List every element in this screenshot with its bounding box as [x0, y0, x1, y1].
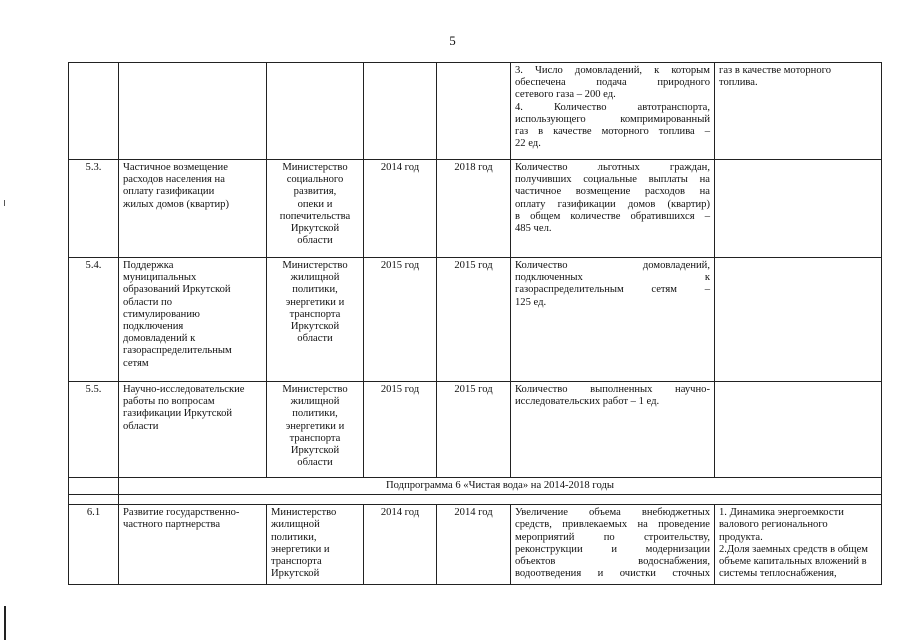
executor [267, 258, 364, 382]
activity-name-line: расходов населения на [123, 174, 225, 186]
start-year: 2015 год [364, 258, 437, 382]
activity-name-line: образований Иркутской [123, 284, 231, 296]
executor-line: транспорта [289, 432, 341, 444]
table-row [69, 258, 882, 382]
target-indicator-line: 2.Доля заемных средств в общем [719, 543, 868, 555]
spacer-cell [69, 495, 119, 505]
executor-line: Иркутской [271, 568, 320, 580]
target-indicator-line: газ в качестве моторного [719, 65, 831, 76]
page-number: 5 [449, 33, 456, 48]
executor-line: развития, [293, 186, 337, 198]
expected-result-line: 485 чел. [515, 223, 552, 235]
expected-result-line: реконструкции и модернизации [515, 543, 710, 555]
executor-line: Министерство [271, 507, 337, 519]
activity-name-line: частного партнерства [123, 519, 221, 531]
expected-result-line: газ в качестве моторного топлива – [515, 126, 710, 138]
activity-name [119, 505, 267, 585]
activity-name-line: Частичное возмещение [123, 162, 228, 173]
end-year: 2018 год [437, 160, 511, 258]
table-row [69, 160, 882, 258]
expected-result-line: Количество выполненных научно- [515, 384, 710, 395]
activity-name-line: Поддержка [123, 260, 174, 271]
executor-line: Иркутской [290, 321, 340, 333]
activity-name-line: стимулированию [123, 308, 200, 320]
expected-result-line: частичное возмещение расходов на [515, 186, 710, 198]
target-indicator [715, 258, 882, 382]
end-year: 2015 год [437, 382, 511, 478]
executor-line: Иркутской [290, 223, 340, 235]
activity-name-line: подключения [123, 321, 184, 333]
executor-line: транспорта [271, 556, 322, 568]
executor-line: опеки и [297, 198, 333, 210]
target-indicator-line: продукта. [719, 531, 763, 543]
expected-result-line: объектов водоснабжения, [515, 556, 710, 568]
activity-name-line: Развитие государственно- [123, 507, 240, 519]
executor-line: политики, [292, 284, 338, 296]
executor-line: социального [286, 174, 344, 186]
executor-line: жилищной [271, 519, 320, 531]
executor [267, 382, 364, 478]
end-year: 2014 год [437, 505, 511, 585]
executor-line: жилищной [290, 396, 340, 408]
row-number [69, 63, 119, 160]
expected-result [511, 160, 715, 258]
executor-line: транспорта [289, 308, 341, 320]
expected-result-line: средств, привлекаемых на проведение [515, 519, 710, 531]
target-indicator-line: системы теплоснабжения, [719, 568, 837, 580]
expected-result-line: Увеличение объема внебюджетных [515, 507, 710, 519]
expected-result [511, 382, 715, 478]
expected-result [511, 505, 715, 585]
target-indicator [715, 382, 882, 478]
expected-result-line: мероприятий по строительству, [515, 531, 710, 543]
scan-artifact [4, 200, 5, 206]
target-indicator [715, 160, 882, 258]
activity-name-line: области по [123, 296, 173, 308]
table-row [69, 382, 882, 478]
executor [267, 505, 364, 585]
expected-result-line: газораспределительным сетям – [515, 284, 710, 296]
expected-result-line: сетевого газа – 200 ед. [515, 89, 616, 101]
table-row [69, 63, 882, 160]
start-year: 2015 год [364, 382, 437, 478]
executor-line: области [297, 457, 333, 469]
activity-name-line: сетям [123, 357, 149, 369]
executor-line: Министерство [282, 260, 348, 271]
expected-result-line: в общем количестве обратившихся – [515, 210, 710, 222]
row-number: 5.3. [69, 160, 119, 258]
scan-artifact [4, 606, 6, 640]
expected-result-line: Количество домовладений, [515, 260, 710, 271]
expected-result-line: водоотведения и очистки сточных [515, 568, 710, 580]
executor-line: области [297, 333, 333, 345]
activity-name-line: жилых домов (квартир) [123, 198, 229, 210]
expected-result-line: подключенных к [515, 272, 710, 284]
start-year [364, 63, 437, 160]
end-year: 2015 год [437, 258, 511, 382]
executor-line: энергетики и [271, 543, 330, 555]
activity-name-line: Научно-исследовательские [123, 384, 245, 395]
executor-line: попечительства [279, 210, 351, 222]
table-row [69, 505, 882, 585]
executor-line: политики, [292, 408, 338, 420]
expected-result-line: исследовательских работ – 1 ед. [515, 396, 660, 408]
subprogram-title: Подпрограмма 6 «Чистая вода» на 2014-2018 годы [119, 478, 882, 495]
expected-result [511, 63, 715, 160]
row-number: 5.4. [69, 258, 119, 382]
activity-name-line: газификации Иркутской [123, 408, 233, 420]
start-year: 2014 год [364, 505, 437, 585]
end-year [437, 63, 511, 160]
activity-name [119, 258, 267, 382]
executor-line: Иркутской [290, 445, 340, 457]
expected-result-line: Количество льготных граждан, [515, 162, 710, 173]
activity-name-line: работы по вопросам [123, 396, 215, 408]
expected-result-line: использующего компримированный [515, 113, 710, 125]
activity-name [119, 160, 267, 258]
expected-result-line: 4. Количество автотранспорта, [515, 101, 710, 113]
activity-name [119, 63, 267, 160]
executor-line: Министерство [282, 384, 348, 395]
program-table [68, 62, 882, 585]
spacer-cell [119, 495, 882, 505]
executor [267, 63, 364, 160]
target-indicator-line: 1. Динамика энергоемкости [719, 507, 844, 519]
activity-name-line: оплату газификации [123, 186, 215, 198]
activity-name-line: области [123, 420, 159, 432]
expected-result-line: 3. Число домовладений, к которым [515, 65, 710, 76]
target-indicator [715, 63, 882, 160]
executor-line: энергетики и [285, 296, 345, 308]
expected-result-line: 22 ед. [515, 138, 541, 150]
activity-name [119, 382, 267, 478]
activity-name-line: газораспределительным [123, 345, 232, 357]
target-indicator-line: объеме капитальных вложений в [719, 556, 867, 568]
start-year: 2014 год [364, 160, 437, 258]
subprogram-header-row [69, 478, 882, 495]
row-number: 6.1 [69, 505, 119, 585]
executor-line: жилищной [290, 272, 340, 284]
executor-line: энергетики и [285, 420, 345, 432]
activity-name-line: муниципальных [123, 272, 197, 284]
expected-result [511, 258, 715, 382]
target-indicator [715, 505, 882, 585]
expected-result-line: 125 ед. [515, 296, 547, 308]
expected-result-line: получивших социальные выплаты на [515, 174, 710, 186]
row-number: 5.5. [69, 382, 119, 478]
subprogram-empty-cell [69, 478, 119, 495]
executor-line: области [297, 235, 333, 247]
target-indicator-line: валового регионального [719, 519, 828, 531]
spacer-row [69, 495, 882, 505]
expected-result-line: обеспечена подача природного [515, 77, 710, 89]
target-indicator-line: топлива. [719, 77, 758, 89]
activity-name-line: домовладений к [123, 333, 196, 345]
executor [267, 160, 364, 258]
executor-line: политики, [271, 531, 317, 543]
expected-result-line: оплату газификации домов (квартир) [515, 198, 710, 210]
executor-line: Министерство [282, 162, 348, 173]
